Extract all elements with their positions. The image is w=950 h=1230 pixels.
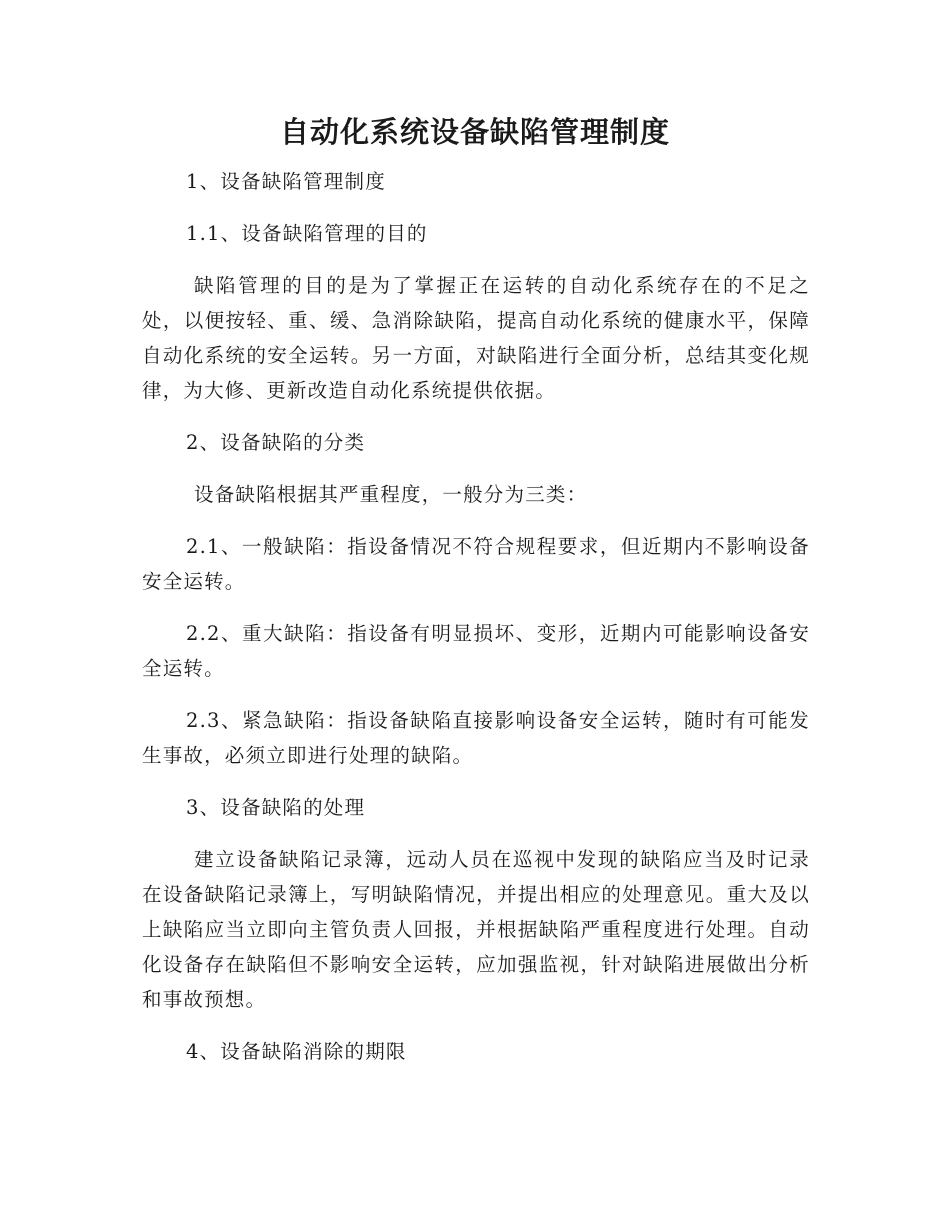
section-heading-2: 2、设备缺陷的分类 (186, 431, 366, 454)
section-heading-3: 3、设备缺陷的处理 (186, 796, 366, 819)
section-heading-4: 4、设备缺陷消除的期限 (186, 1040, 407, 1063)
item-major-defect: 2.2、重大缺陷：指设备有明显损坏、变形，近期内可能影响设备安全运转。 (142, 622, 810, 680)
paragraph-defect-classification-intro: 设备缺陷根据其严重程度，一般分为三类： (194, 483, 588, 506)
paragraph-defect-management-purpose: 缺陷管理的目的是为了掌握正在运转的自动化系统存在的不足之处，以便按轻、重、缓、急消除缺陷，提高自动化系统的健康水平，保障自动化系统的安全运转。另一方面，对缺陷进行全面分析，总结其变化规律，为大修、更新改造自动化系统提供依据。 (142, 274, 810, 402)
document-body (142, 164, 810, 1069)
document-title: 自动化系统设备缺陷管理制度 (279, 115, 670, 149)
section-heading-1-1: 1.1、设备缺陷管理的目的 (186, 222, 428, 245)
item-general-defect: 2.1、一般缺陷：指设备情况不符合规程要求，但近期内不影响设备安全运转。 (142, 535, 810, 593)
paragraph-defect-handling: 建立设备缺陷记录簿，远动人员在巡视中发现的缺陷应当及时记录在设备缺陷记录簿上，写明缺陷情况，并提出相应的处理意见。重大及以上缺陷应当立即向主管负责人回报，并根据缺陷严重程度进行处理。自动化设备存在缺陷但不影响安全运转，应加强监视，针对缺陷进展做出分析和事故预想。 (142, 848, 810, 1011)
item-urgent-defect: 2.3、紧急缺陷：指设备缺陷直接影响设备安全运转，随时有可能发生事故，必须立即进行处理的缺陷。 (142, 709, 810, 767)
section-heading-1: 1、设备缺陷管理制度 (186, 170, 386, 193)
